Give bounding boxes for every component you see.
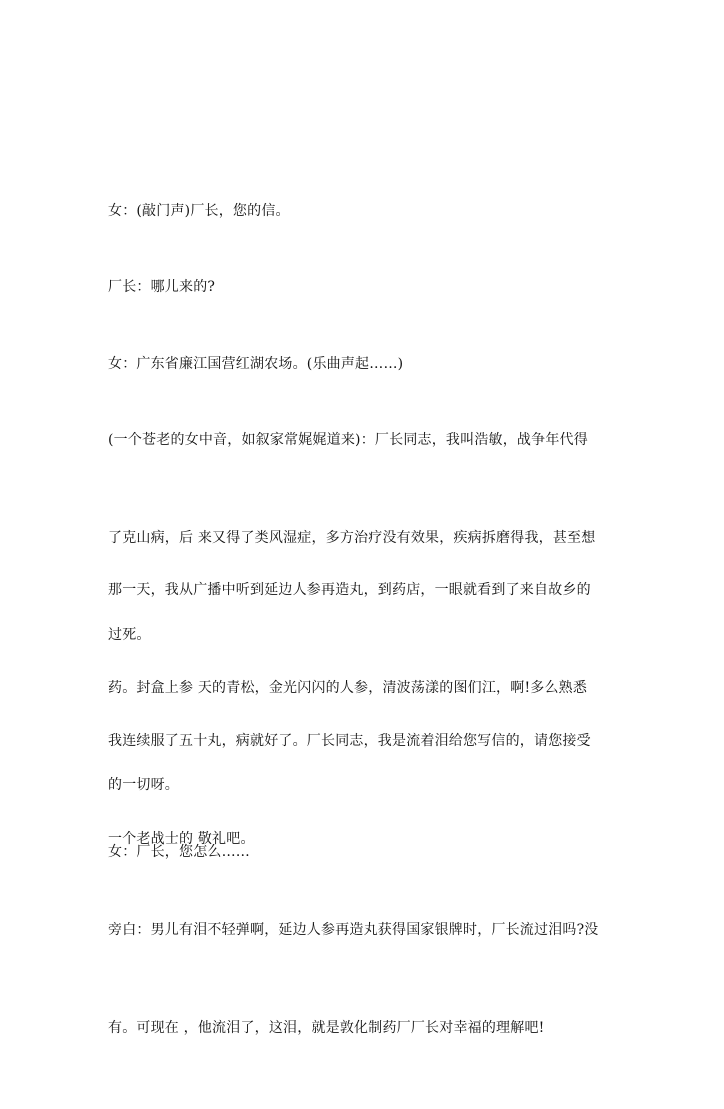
text-line: (一个苍老的女中音，如叙家常娓娓道来)：厂长同志，我叫浩敏，战争年代得: [108, 432, 588, 448]
text-line: 有。可现在 ，他流泪了，这泪，就是敦化制药厂厂长对幸福的理解吧!: [108, 1019, 545, 1036]
narration-paragraph: [108, 849, 628, 1109]
text-line: 厂长：哪儿来的?: [108, 279, 216, 295]
text-line: 旁白：男儿有泪不轻弹啊，延边人参再造丸获得国家银牌时，厂长流过泪吗?没: [108, 922, 599, 938]
text-line: 女：厂长，您怎么……: [108, 844, 250, 860]
text-line: 女：广东省廉江国营红湖农场。(乐曲声起……): [108, 356, 404, 372]
text-line: 药。封盒上参 天的青松，金光闪闪的人参，清波荡漾的图们江，啊!多么熟悉: [108, 679, 588, 696]
text-line: 过死。: [108, 627, 151, 643]
text-line: 我连续服了五十丸，病就好了。厂长同志，我是流着泪给您写信的，请您接受: [108, 733, 591, 749]
text-line: 一个老战士的 敬礼吧。: [108, 830, 255, 847]
text-line: 那一天，我从广播中听到延边人参再造丸，到药店，一眼就看到了来自故乡的: [108, 582, 591, 598]
text-line: 的一切呀。: [108, 777, 179, 793]
text-line: 了克山病，后 来又得了类风湿症，多方治疗没有效果，疾病拆磨得我，甚至想: [108, 529, 596, 546]
text-line: 女：(敲门声)厂长，您的信。: [108, 203, 290, 219]
